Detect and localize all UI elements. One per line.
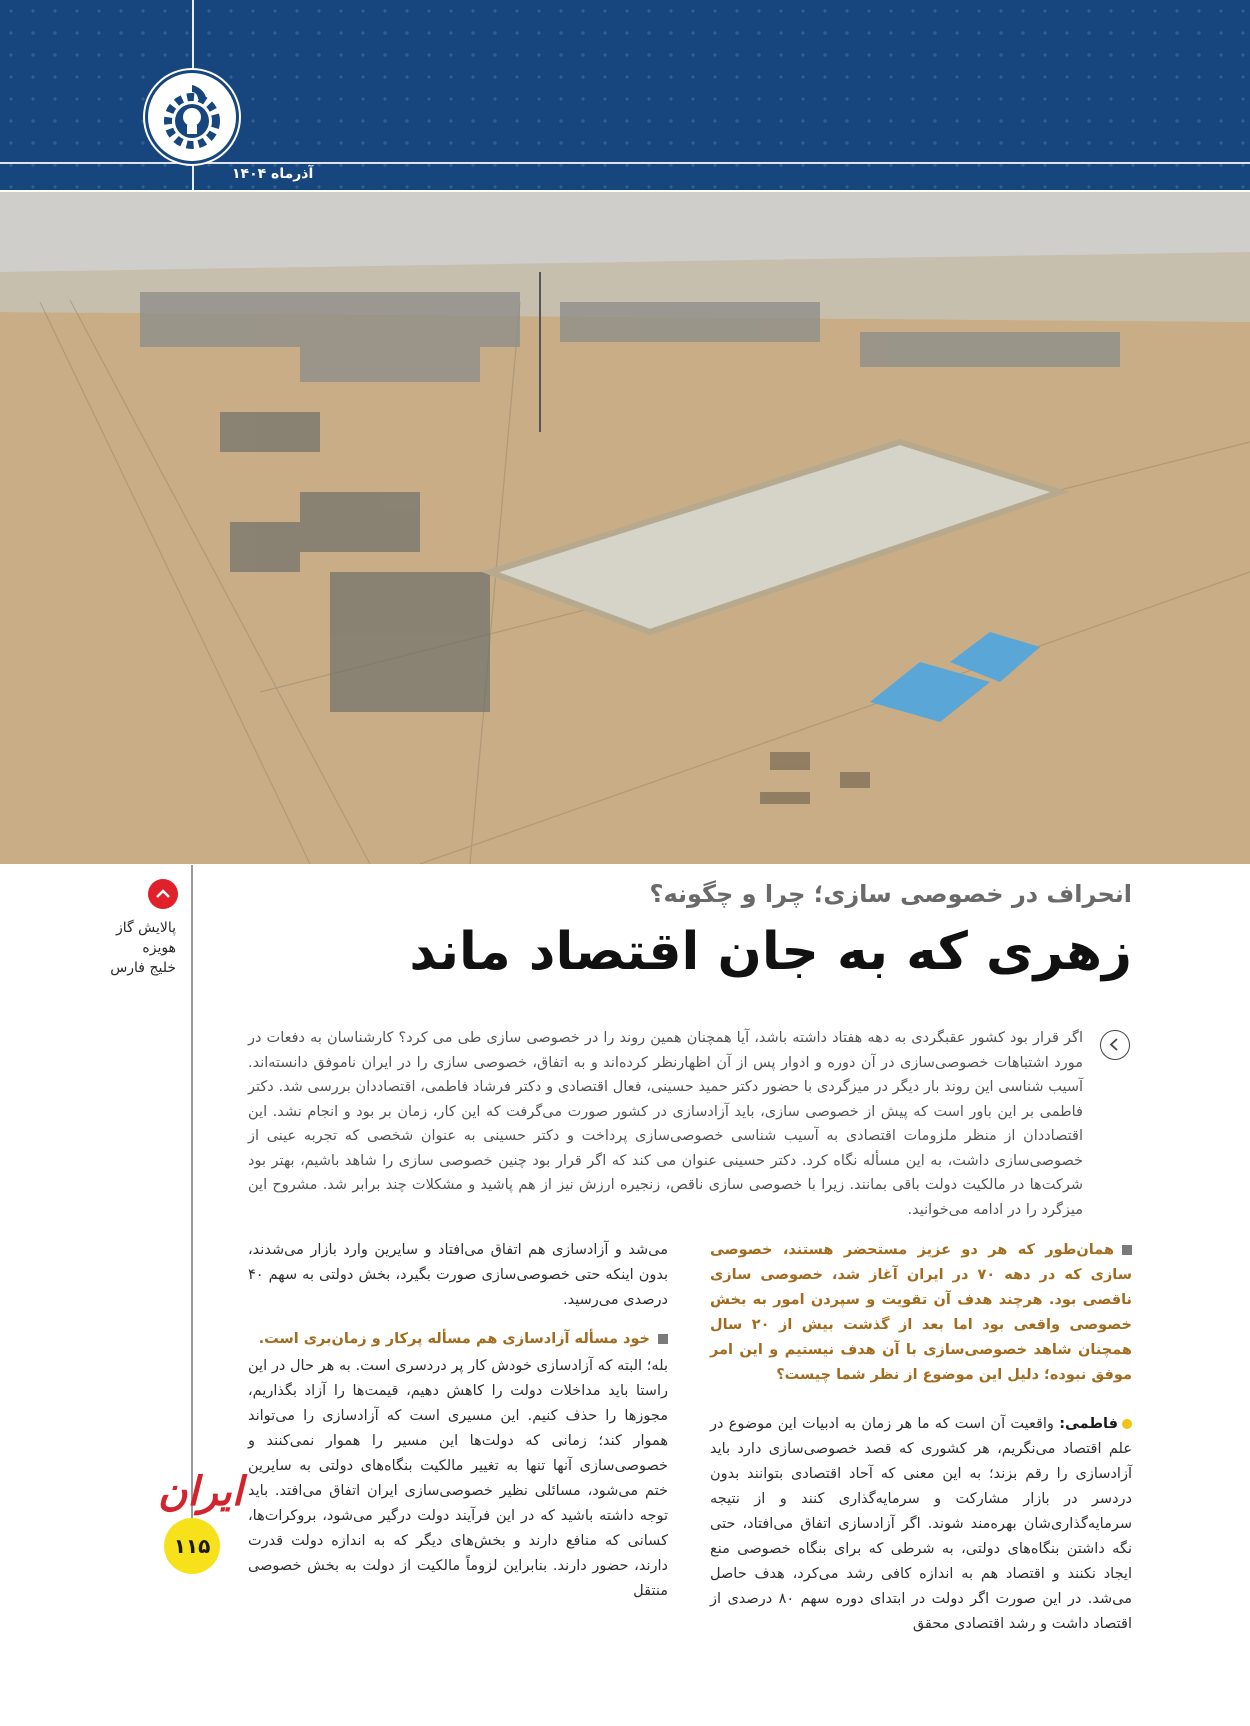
section-tag bbox=[90, 918, 176, 978]
section-tag-line: خلیج فارس bbox=[110, 960, 176, 976]
page-margin-rule bbox=[191, 865, 193, 1565]
article-column-left bbox=[248, 1238, 668, 1604]
article-column-right bbox=[710, 1238, 1132, 1637]
article-headline: زهری که به جان اقتصاد ماند bbox=[409, 922, 1132, 982]
square-bullet-icon bbox=[1122, 1245, 1132, 1255]
interview-answer bbox=[710, 1412, 1132, 1637]
issue-date: آذرماه ۱۴۰۴ bbox=[232, 166, 314, 182]
aerial-view-gas-refinery-icon bbox=[0, 192, 1250, 864]
yellow-dot-icon bbox=[1122, 1419, 1132, 1429]
interview-answer: بله؛ البته که آزادسازی خودش کار پر دردسری است. به هر حال در این راستا باید مداخلات دولت را کاهش دهیم، قیمت‌ها را آزاد بگذاریم، مجوزها را حذف کنیم. این مسیری است که آزادسازی را می‌تواند هموار کند؛ زمانی که دولت‌ها این مسیر را هموار نمی‌کنند و خصوصی‌سازی آنها تنها به تغییر مالکیت بنگاه‌های دولتی به سایرین ختم می‌شود، مسائلی نظیر خصوصی‌سازی ایران اتفاق می‌افتد. باید توجه داشته باشید که در این فرآیند دولت درگیر می‌شود، بروکرات‌ها، کسانی که منافع دارند و بخش‌های دیگر که به اندازه دولت قدرت دارند، حضور دارند. بنابراین لزوماً مالکیت از دولت به بخش خصوصی منتقل bbox=[248, 1358, 668, 1599]
chevron-up-icon[interactable] bbox=[148, 879, 178, 909]
interview-subhead-text: خود مسأله آزادسازی هم مسأله پرکار و زمان‌بری است. bbox=[258, 1331, 650, 1347]
header-rule bbox=[0, 162, 1250, 164]
magazine-logo: ایران bbox=[158, 1468, 243, 1515]
interview-question bbox=[710, 1238, 1132, 1388]
square-bullet-icon bbox=[658, 1334, 668, 1344]
answer-continuation: می‌شد و آزادسازی هم اتفاق می‌افتاد و سایرین وارد بازار می‌شدند، بدون اینکه حتی خصوصی‌سازی صورت بگیرد، بخش دولتی به سهم ۴۰ درصدی می‌رسید. bbox=[248, 1242, 668, 1308]
page-number: ۱۱۵ bbox=[164, 1518, 220, 1574]
interview-answer-text: واقعیت آن است که ما هر زمان به ادبیات این موضوع در علم اقتصاد می‌نگریم، هر کشوری که قصد خصوصی‌سازی دارد باید آزادسازی را رقم بزند؛ به این معنی که آحاد اقتصادی بتوانند بدون دردسر در بازار مشارکت و سرمایه‌گذاری کنند و از نتیجه سرمایه‌گذاری‌شان بهره‌مند شوند. اگر آزادسازی اتفاق می‌افتاد، حتی نگه داشتن بنگاه‌های دولتی، به شرطی که برای بنگاه خصوصی منع ایجاد نکنند و اقتصاد هم به اندازه کافی رشد می‌کرد، هدف حاصل می‌شد. در این صورت اگر دولت در ابتدای دوره سهم ۸۰ درصدی از اقتصاد داشت و رشد اقتصادی محقق bbox=[710, 1416, 1132, 1632]
interview-question-text: همان‌طور که هر دو عزیز مستحضر هستند، خصوصی سازی که در دهه ۷۰ در ایران آغاز شد، خصوصی سازی ناقصی بود. هرچند هدف آن تقویت و سپردن امور به بخش خصوصی واقعی بود اما بعد از گذشت بیش از ۲۰ سال همچنان شاهد خصوصی‌سازی با آن هدف نیستیم و این امر موفق نبوده؛ دلیل این موضوع از نظر شما چیست؟ bbox=[710, 1242, 1132, 1383]
section-tag-line: هویزه bbox=[142, 940, 176, 956]
article-lead: اگر قرار بود کشور عقبگردی به دهه هفتاد داشته باشد، آیا همچنان همین روند را در خصوصی سازی طی می کرد؟ کارشناسان به دفعات در مورد اشتباهات خصوصی‌سازی در آن دوره و ادوار پس از آن اظهارنظر کرده‌اند و به اتفاق، خصوصی سازی را در ایران ناموفق دانسته‌اند. آسیب شناسی این روند بار دیگر در میزگردی با حضور دکتر حمید حسینی، فعال اقتصادی و دکتر فرشاد فاطمی، اقتصاددان بررسی شد. دکتر فاطمی بر این باور است که پیش از خصوصی سازی، باید آزادسازی در کشور صورت می‌گرفت که این کار، زمان بر بود و انجام نشد. این اقتصاددان از منظر ملزومات اقتصادی به آسیب شناسی خصوصی‌سازی پرداخت و دکتر حسینی به عنوان شخصی که تجربه عینی از خصوصی‌سازی داشت، به این مسأله نگاه کرد. دکتر حسینی عنوان می کند که اگر قرار بود چنین خصوصی سازی را شاهد باشیم، بهتر بود شرکت‌ها در مالکیت دولت باقی بمانند. زیرا با خصوصی سازی ناقص، زنجیره ارزش نیز از هم پاشید و مشکلات چند برابر شد. مشروح این میزگرد را در ادامه می‌خوانید. bbox=[248, 1030, 1083, 1218]
magazine-header bbox=[0, 0, 1250, 190]
article-kicker: انحراف در خصوصی سازی؛ چرا و چگونه؟ bbox=[649, 880, 1132, 908]
chevron-left-icon bbox=[1100, 1030, 1130, 1060]
section-tag-line: پالایش گاز bbox=[115, 920, 176, 936]
gear-lightbulb-icon bbox=[148, 73, 236, 161]
interview-subhead bbox=[248, 1327, 668, 1352]
speaker-name: فاطمی: bbox=[1059, 1416, 1118, 1432]
